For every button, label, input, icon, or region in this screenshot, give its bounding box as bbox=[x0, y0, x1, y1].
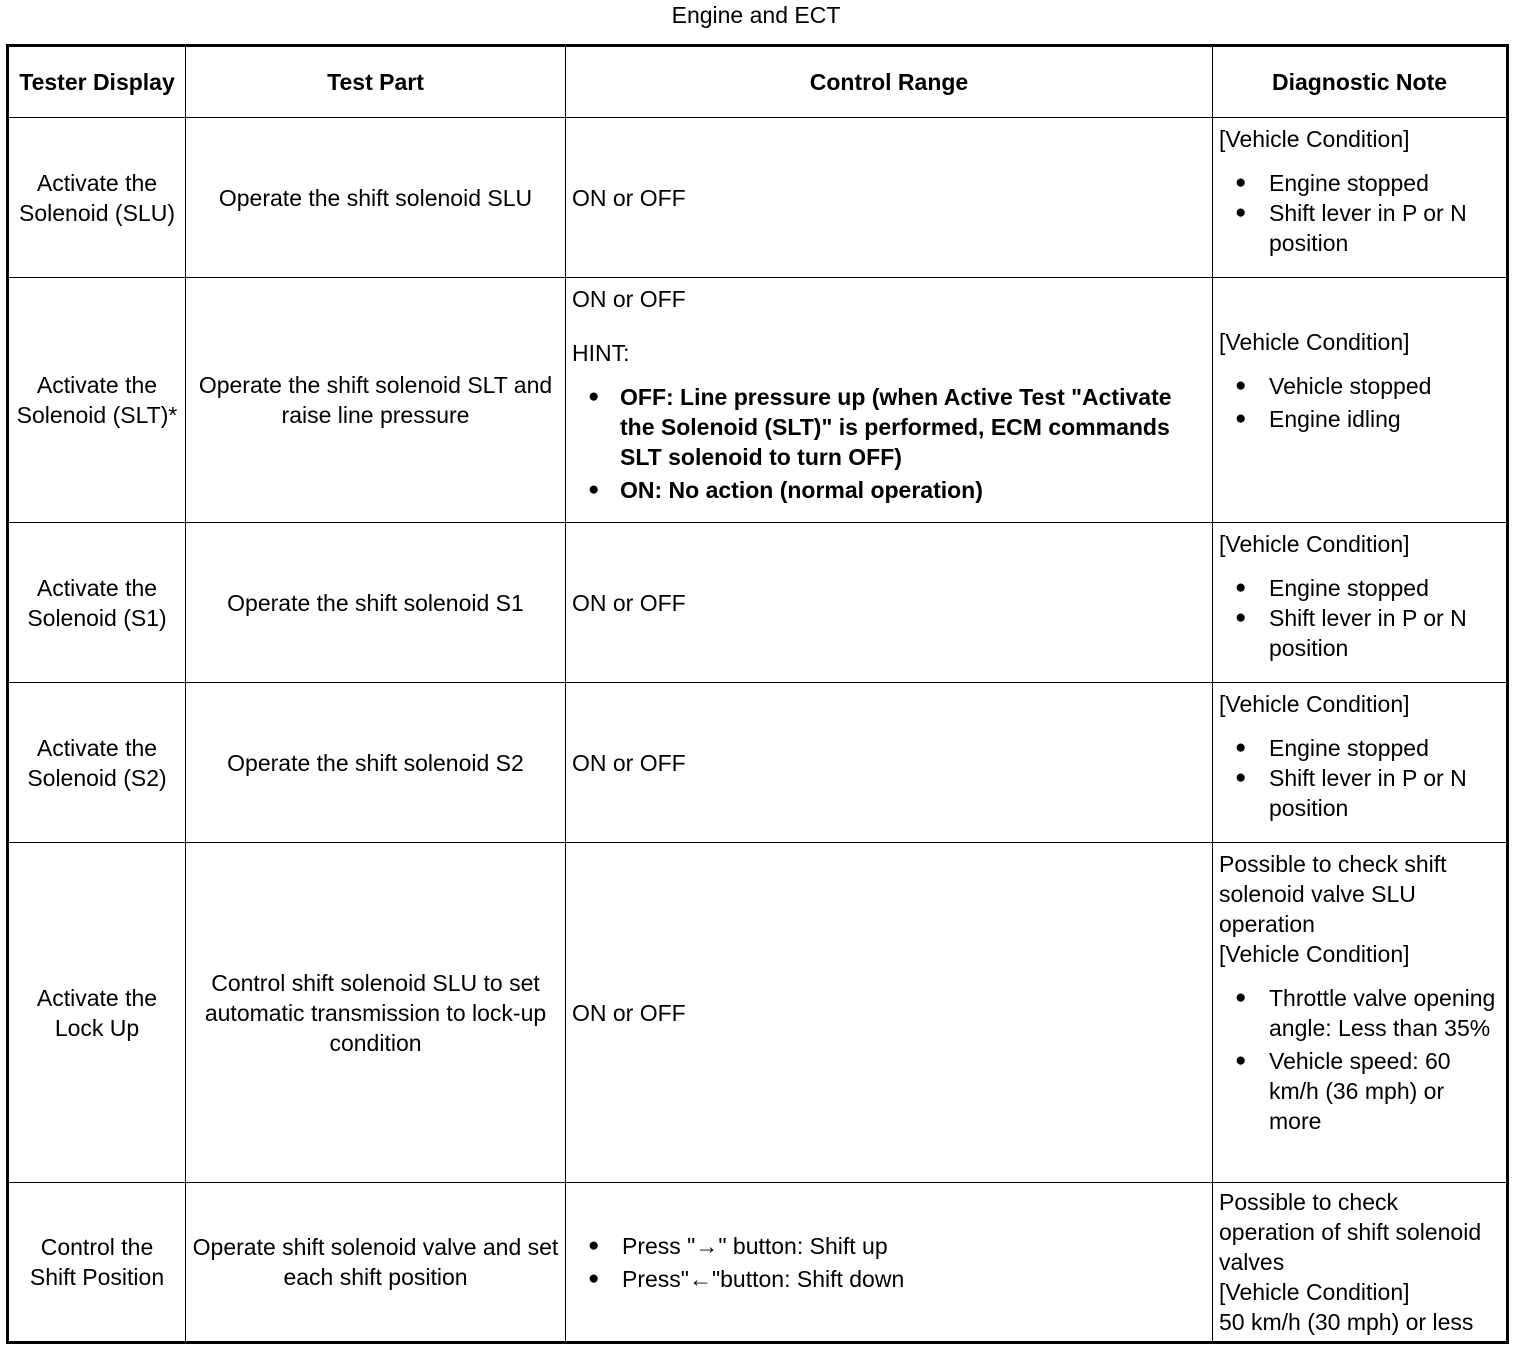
control-range-cell: ON or OFF bbox=[566, 843, 1213, 1183]
active-test-table bbox=[6, 44, 1509, 1344]
list-item: ● Shift lever in P or N position bbox=[1219, 603, 1500, 663]
tester-display-cell: Activate the Solenoid (S2) bbox=[8, 683, 186, 843]
hint-list bbox=[572, 382, 1206, 505]
tester-display-cell: Activate the Lock Up bbox=[8, 843, 186, 1183]
note-line: [Vehicle Condition] bbox=[1219, 126, 1410, 152]
diagnostic-note-cell bbox=[1213, 523, 1508, 683]
tester-display-cell: Control the Shift Position bbox=[8, 1183, 186, 1343]
list-item: ● Shift lever in P or N position bbox=[1219, 763, 1500, 823]
note-line: [Vehicle Condition] bbox=[1219, 1279, 1410, 1305]
diagnostic-note-cell bbox=[1213, 118, 1508, 278]
note-line: [Vehicle Condition] bbox=[1219, 328, 1410, 355]
note-line: 50 km/h (30 mph) or less bbox=[1219, 1309, 1474, 1335]
list-item: ● Press"←"button: Shift down bbox=[572, 1264, 1206, 1294]
list-item: ● ON: No action (normal operation) bbox=[572, 475, 1206, 505]
list-item: ● Vehicle speed: 60 km/h (36 mph) or more bbox=[1219, 1046, 1500, 1136]
note-line: Possible to check shift solenoid valve SLU operation bbox=[1219, 851, 1447, 937]
diagnostic-note-cell bbox=[1213, 278, 1508, 523]
list-item: ● Vehicle stopped bbox=[1219, 371, 1500, 401]
list-item: ● Press "→" button: Shift up bbox=[572, 1231, 1206, 1261]
diagnostic-note-cell bbox=[1213, 683, 1508, 843]
tester-display-cell: Activate the Solenoid (SLT)* bbox=[8, 278, 186, 523]
condition-list bbox=[1219, 371, 1500, 434]
note-line: Possible to check operation of shift solenoid valves bbox=[1219, 1189, 1482, 1275]
header-diagnostic-note: Diagnostic Note bbox=[1213, 46, 1508, 118]
list-item: ● OFF: Line pressure up (when Active Test "Activate the Solenoid (SLT)" is performed, ECM commands SLT solenoid to turn OFF) bbox=[572, 382, 1206, 472]
list-item: ● Engine stopped bbox=[1219, 573, 1500, 603]
page-title: Engine and ECT bbox=[671, 2, 841, 28]
range-list bbox=[572, 1231, 1206, 1294]
list-item: ● Shift lever in P or N position bbox=[1219, 198, 1500, 258]
list-item: ● Engine idling bbox=[1219, 404, 1500, 434]
condition-list bbox=[1219, 168, 1500, 258]
list-item: ● Throttle valve opening angle: Less than 35% bbox=[1219, 983, 1500, 1043]
tester-display-cell: Activate the Solenoid (S1) bbox=[8, 523, 186, 683]
note-line: [Vehicle Condition] bbox=[1219, 941, 1410, 967]
test-part-cell: Operate the shift solenoid SLU bbox=[186, 118, 566, 278]
hint-label: HINT: bbox=[572, 340, 630, 366]
list-item: ● Engine stopped bbox=[1219, 733, 1500, 763]
header-control-range: Control Range bbox=[566, 46, 1213, 118]
header-row bbox=[8, 46, 1508, 118]
note-line: [Vehicle Condition] bbox=[1219, 531, 1410, 557]
control-range-cell: ON or OFF bbox=[566, 118, 1213, 278]
table-row bbox=[8, 843, 1508, 1183]
condition-list bbox=[1219, 733, 1500, 823]
range-value: ON or OFF bbox=[572, 286, 686, 312]
test-part-cell: Operate the shift solenoid S2 bbox=[186, 683, 566, 843]
table-row bbox=[8, 523, 1508, 683]
table-row bbox=[8, 118, 1508, 278]
test-part-cell: Operate the shift solenoid S1 bbox=[186, 523, 566, 683]
condition-list bbox=[1219, 573, 1500, 663]
table-row bbox=[8, 278, 1508, 523]
diagnostic-note-cell bbox=[1213, 843, 1508, 1183]
test-part-cell: Operate the shift solenoid SLT and raise line pressure bbox=[186, 278, 566, 523]
test-part-cell: Operate shift solenoid valve and set each shift position bbox=[186, 1183, 566, 1343]
header-test-part: Test Part bbox=[186, 46, 566, 118]
diagnostic-note-cell bbox=[1213, 1183, 1508, 1343]
control-range-cell: ON or OFF bbox=[566, 683, 1213, 843]
control-range-cell: ON or OFF bbox=[566, 523, 1213, 683]
control-range-cell bbox=[566, 278, 1213, 523]
list-item: ● Engine stopped bbox=[1219, 168, 1500, 198]
table-row bbox=[8, 1183, 1508, 1343]
note-line: [Vehicle Condition] bbox=[1219, 691, 1410, 717]
table-row bbox=[8, 683, 1508, 843]
test-part-cell: Control shift solenoid SLU to set automatic transmission to lock-up condition bbox=[186, 843, 566, 1183]
condition-list bbox=[1219, 983, 1500, 1136]
tester-display-cell: Activate the Solenoid (SLU) bbox=[8, 118, 186, 278]
control-range-cell bbox=[566, 1183, 1213, 1343]
header-tester-display: Tester Display bbox=[8, 46, 186, 118]
